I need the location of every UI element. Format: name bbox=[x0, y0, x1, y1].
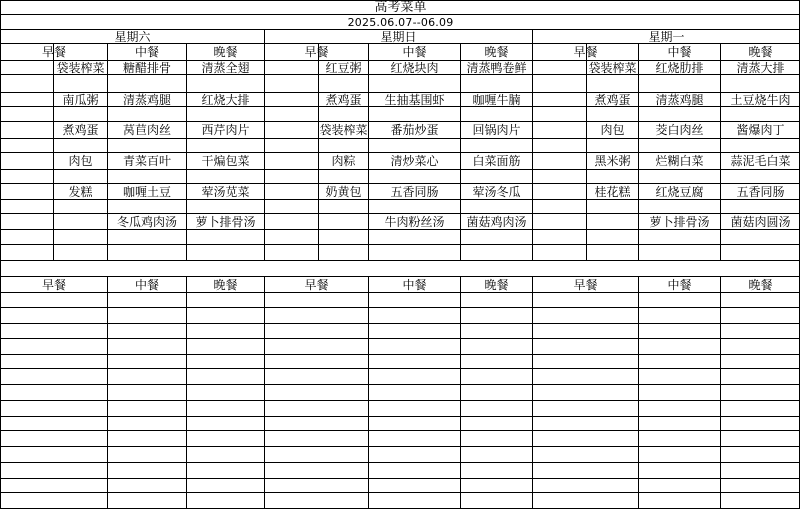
menu-item-dinner: 西芹肉片 bbox=[201, 123, 250, 137]
menu-item-dinner: 荤汤冬瓜 bbox=[472, 184, 521, 199]
menu-item-breakfast: 煮鸡蛋 bbox=[594, 93, 631, 106]
lower-meal-header: 中餐 bbox=[667, 277, 692, 292]
grid-hline bbox=[0, 400, 800, 401]
meal-header: 中餐 bbox=[402, 45, 427, 59]
menu-item-breakfast: 肉包 bbox=[600, 123, 625, 137]
menu-item-dinner: 干煸包菜 bbox=[201, 154, 250, 168]
menu-item-lunch: 茭白肉丝 bbox=[655, 123, 704, 137]
menu-item-dinner: 菌菇肉圆汤 bbox=[730, 214, 791, 229]
menu-item-breakfast bbox=[54, 214, 107, 229]
menu-item-dinner: 酱爆肉丁 bbox=[736, 123, 785, 137]
lower-meal-header: 早餐 bbox=[304, 277, 329, 292]
menu-item-lunch: 五香同肠 bbox=[390, 184, 439, 199]
lower-meal-header: 早餐 bbox=[41, 277, 66, 292]
menu-item-lunch: 红烧块肉 bbox=[390, 61, 439, 74]
meal-header: 晚餐 bbox=[484, 45, 509, 59]
menu-item-dinner: 红烧大排 bbox=[201, 93, 250, 106]
grid-vline bbox=[107, 276, 108, 509]
grid-hline bbox=[0, 430, 800, 431]
menu-item-breakfast: 黑米粥 bbox=[594, 154, 631, 168]
menu-item-lunch: 番茄炒蛋 bbox=[390, 123, 439, 137]
menu-item-dinner: 清蒸全翅 bbox=[201, 61, 250, 74]
grid-hline bbox=[0, 169, 800, 170]
menu-item-breakfast bbox=[319, 214, 368, 229]
menu-item-lunch: 咖喱土豆 bbox=[122, 184, 171, 199]
menu-item-dinner: 菌菇鸡肉汤 bbox=[466, 214, 527, 229]
menu-item-dinner: 土豆烧牛肉 bbox=[730, 93, 791, 106]
grid-vline bbox=[532, 276, 533, 509]
menu-item-breakfast: 肉粽 bbox=[331, 154, 356, 168]
grid-hline bbox=[0, 384, 800, 385]
meal-header: 早餐 bbox=[573, 45, 598, 59]
grid-hline bbox=[0, 260, 800, 261]
menu-item-lunch: 莴苣肉丝 bbox=[122, 123, 171, 137]
menu-item-lunch: 冬瓜鸡肉汤 bbox=[116, 214, 177, 229]
grid-hline bbox=[0, 138, 800, 139]
grid-vline bbox=[0, 0, 1, 509]
menu-item-dinner: 回锅肉片 bbox=[472, 123, 521, 137]
grid-vline bbox=[638, 276, 639, 509]
grid-hline bbox=[0, 106, 800, 107]
grid-hline bbox=[0, 416, 800, 417]
lower-meal-header: 晚餐 bbox=[748, 277, 773, 292]
meal-header: 早餐 bbox=[304, 45, 329, 59]
grid-hline bbox=[0, 292, 800, 293]
menu-item-lunch: 红烧豆腐 bbox=[655, 184, 704, 199]
grid-hline bbox=[0, 462, 800, 463]
menu-item-lunch: 清蒸鸡腿 bbox=[655, 93, 704, 106]
meal-header: 早餐 bbox=[41, 45, 66, 59]
meal-header: 晚餐 bbox=[748, 45, 773, 59]
menu-item-dinner: 咖喱牛腩 bbox=[472, 93, 521, 106]
meal-header: 晚餐 bbox=[213, 45, 238, 59]
grid-vline bbox=[368, 276, 369, 509]
menu-item-dinner: 荤汤苋菜 bbox=[201, 184, 250, 199]
menu-item-lunch: 红烧肋排 bbox=[655, 61, 704, 74]
menu-item-lunch: 清蒸鸡腿 bbox=[122, 93, 171, 106]
grid-hline bbox=[0, 323, 800, 324]
menu-item-dinner: 清蒸大排 bbox=[736, 61, 785, 74]
lower-meal-header: 中餐 bbox=[402, 277, 427, 292]
grid-hline bbox=[0, 478, 800, 479]
grid-hline bbox=[0, 74, 800, 75]
menu-item-dinner: 白菜面筋 bbox=[472, 154, 521, 168]
sheet-title: 高考菜单 bbox=[374, 1, 427, 14]
grid-vline bbox=[720, 276, 721, 509]
grid-hline bbox=[0, 199, 800, 200]
grid-hline bbox=[0, 446, 800, 447]
menu-item-lunch: 糖醋排骨 bbox=[122, 61, 171, 74]
menu-item-lunch: 清炒菜心 bbox=[390, 154, 439, 168]
menu-item-lunch: 生抽基围虾 bbox=[384, 93, 445, 106]
day-name: 星期六 bbox=[114, 30, 151, 43]
grid-hline bbox=[0, 354, 800, 355]
menu-item-breakfast: 桂花糕 bbox=[594, 184, 631, 199]
meal-header: 中餐 bbox=[134, 45, 159, 59]
menu-item-breakfast: 肉包 bbox=[68, 154, 93, 168]
grid-hline bbox=[0, 229, 800, 230]
menu-item-lunch: 牛肉粉丝汤 bbox=[384, 214, 445, 229]
menu-item-lunch: 青菜百叶 bbox=[122, 154, 171, 168]
menu-item-breakfast: 红豆粥 bbox=[325, 61, 362, 74]
menu-item-breakfast bbox=[587, 214, 638, 229]
menu-item-dinner: 清蒸鸭卷鲜 bbox=[466, 61, 527, 74]
grid-hline bbox=[0, 338, 800, 339]
day-name: 星期一 bbox=[648, 30, 685, 43]
grid-hline bbox=[0, 244, 800, 245]
grid-vline bbox=[186, 276, 187, 509]
lower-meal-header: 晚餐 bbox=[213, 277, 238, 292]
menu-item-dinner: 萝卜排骨汤 bbox=[195, 214, 256, 229]
grid-vline bbox=[532, 43, 533, 261]
menu-item-breakfast: 袋装榨菜 bbox=[319, 123, 368, 137]
grid-hline bbox=[0, 492, 800, 493]
grid-vline bbox=[460, 276, 461, 509]
menu-item-breakfast: 发糕 bbox=[68, 184, 93, 199]
menu-item-breakfast: 袋装榨菜 bbox=[588, 61, 637, 74]
menu-item-dinner: 蒜泥毛白菜 bbox=[730, 154, 791, 168]
menu-item-dinner: 五香同肠 bbox=[736, 184, 785, 199]
menu-item-lunch: 烂糊白菜 bbox=[655, 154, 704, 168]
menu-item-breakfast: 煮鸡蛋 bbox=[62, 123, 99, 137]
grid-hline bbox=[0, 307, 800, 308]
meal-header: 中餐 bbox=[667, 45, 692, 59]
date-range: 2025.06.07--06.09 bbox=[347, 15, 454, 29]
menu-item-breakfast: 煮鸡蛋 bbox=[325, 93, 362, 106]
menu-item-breakfast: 奶黄包 bbox=[325, 184, 362, 199]
menu-item-breakfast: 南瓜粥 bbox=[62, 93, 99, 106]
lower-meal-header: 中餐 bbox=[134, 277, 159, 292]
day-name: 星期日 bbox=[380, 30, 417, 43]
lower-meal-header: 晚餐 bbox=[484, 277, 509, 292]
menu-item-lunch: 萝卜排骨汤 bbox=[649, 214, 710, 229]
menu-item-breakfast: 袋装榨菜 bbox=[56, 61, 105, 74]
grid-hline bbox=[0, 368, 800, 369]
grid-vline bbox=[264, 276, 265, 509]
grid-vline bbox=[264, 43, 265, 261]
lower-meal-header: 早餐 bbox=[573, 277, 598, 292]
